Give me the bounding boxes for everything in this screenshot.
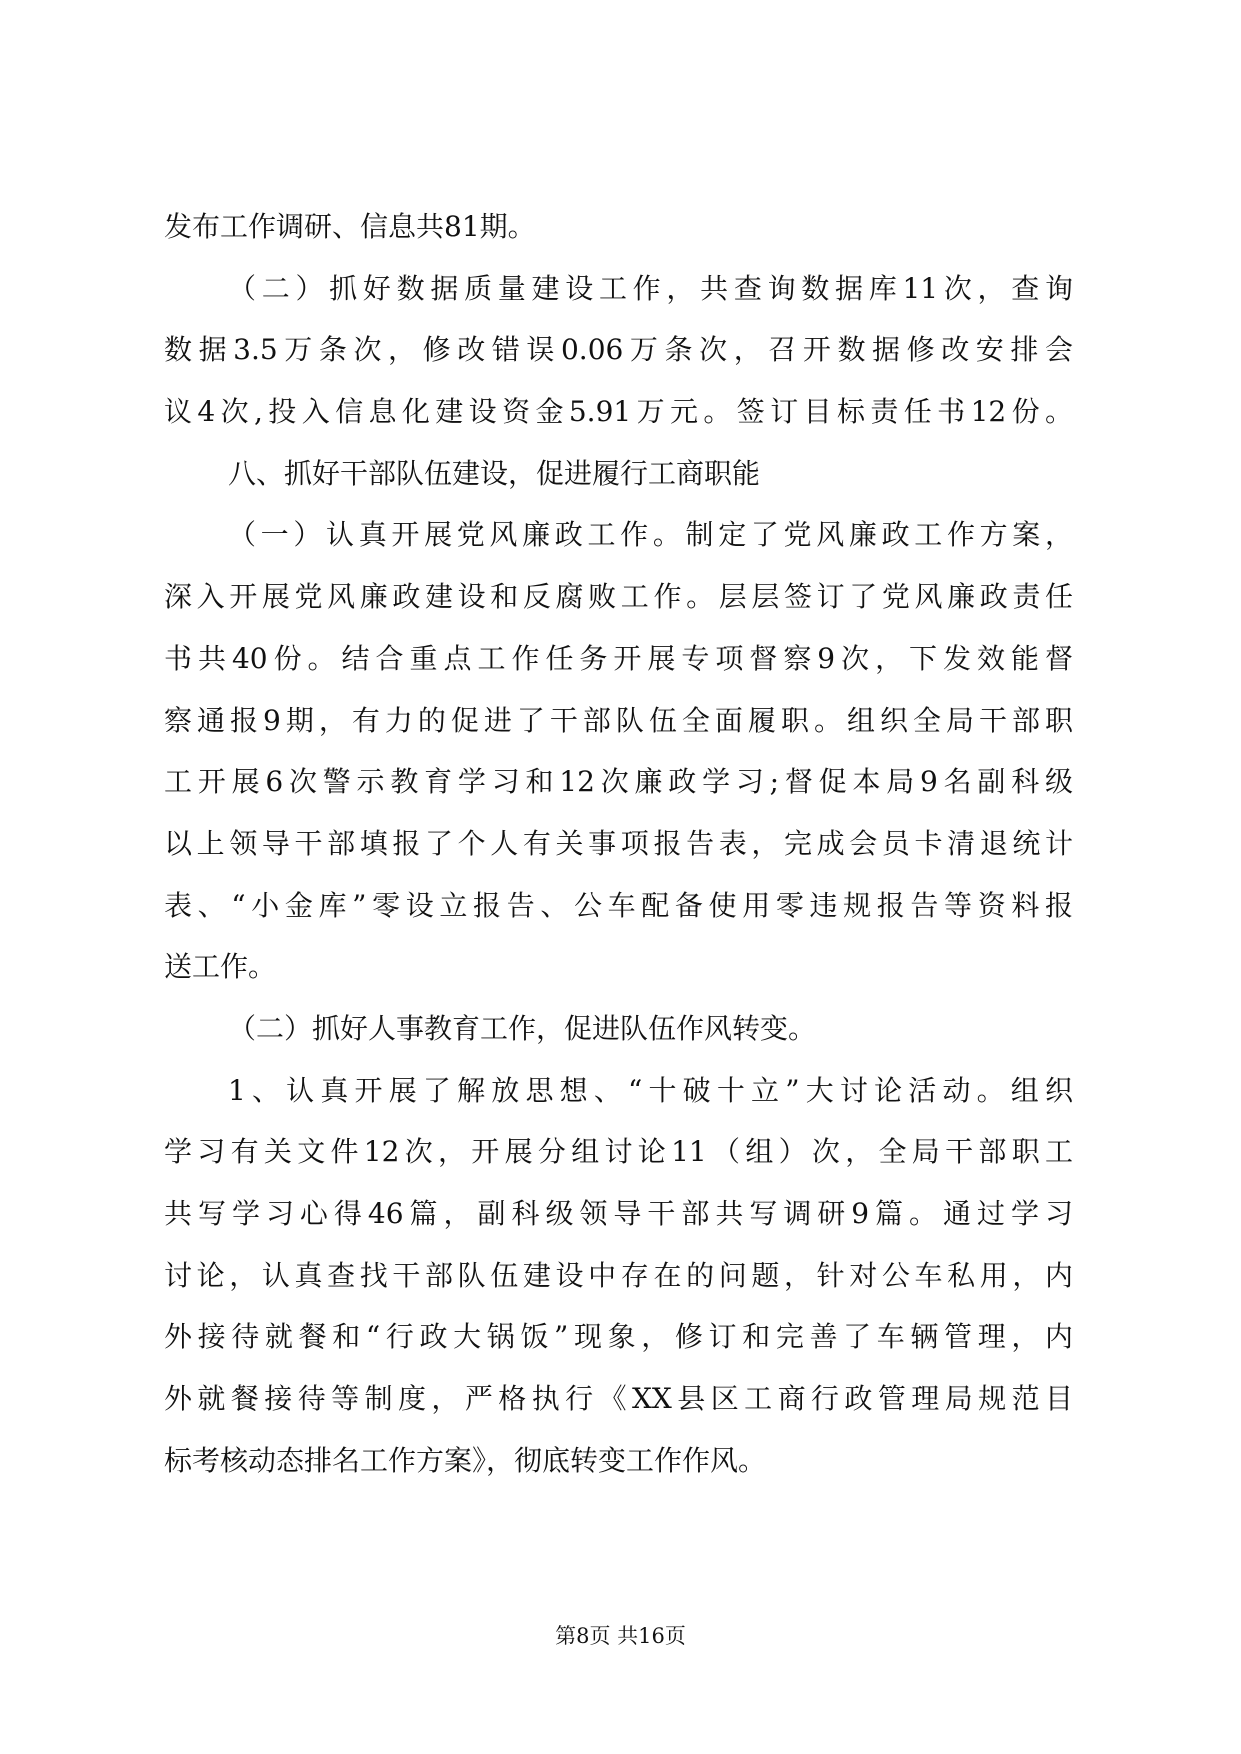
text-line: 工开展6次警示教育学习和12次廉政学习;督促本局9名副科级: [164, 765, 1073, 799]
text-line: 深入开展党风廉政建设和反腐败工作。层层签订了党风廉政责任: [164, 580, 1073, 614]
page-number-footer: 第8页 共16页: [555, 1624, 686, 1648]
text-line: （一）认真开展党风廉政工作。制定了党风廉政工作方案，: [228, 518, 1073, 552]
text-line: 送工作。: [164, 950, 277, 984]
text-line: 书共40份。结合重点工作任务开展专项督察9次，下发效能督: [164, 641, 1073, 675]
text-line: 学习有关文件12次，开展分组讨论11（组）次，全局干部职工: [164, 1135, 1073, 1169]
section-heading: 八、抓好干部队伍建设，促进履行工商职能: [228, 456, 761, 490]
text-line: 标考核动态排名工作方案》，彻底转变工作作风。: [164, 1443, 767, 1477]
text-line: 1、认真开展了解放思想、“十破十立”大讨论活动。组织: [228, 1073, 1073, 1107]
text-line: 数据3.5万条次，修改错误0.06万条次，召开数据修改安排会: [164, 333, 1073, 367]
text-line: （二）抓好数据质量建设工作，共查询数据库11次，查询: [228, 271, 1073, 305]
text-line: 讨论，认真查找干部队伍建设中存在的问题，针对公车私用，内: [164, 1258, 1073, 1292]
text-line: 共写学习心得46篇，副科级领导干部共写调研9篇。通过学习: [164, 1197, 1073, 1230]
text-line: 发布工作调研、信息共81期。: [164, 210, 536, 243]
document-body: [164, 196, 1073, 1491]
text-line: 外就餐接待等制度，严格执行《XX县区工商行政管理局规范目: [164, 1382, 1073, 1416]
text-line: 议4次,投入信息化建设资金5.91万元。签订目标责任书12份。: [164, 395, 1073, 429]
text-line: 外接待就餐和“行政大锅饭”现象，修订和完善了车辆管理，内: [164, 1320, 1073, 1354]
text-line: 以上领导干部填报了个人有关事项报告表，完成会员卡清退统计: [164, 826, 1073, 860]
subsection-heading: （二）抓好人事教育工作，促进队伍作风转变。: [228, 1011, 817, 1045]
text-line: 察通报9期，有力的促进了干部队伍全面履职。组织全局干部职: [164, 703, 1073, 737]
text-line: 表、“小金库”零设立报告、公车配备使用零违规报告等资料报: [164, 888, 1073, 922]
